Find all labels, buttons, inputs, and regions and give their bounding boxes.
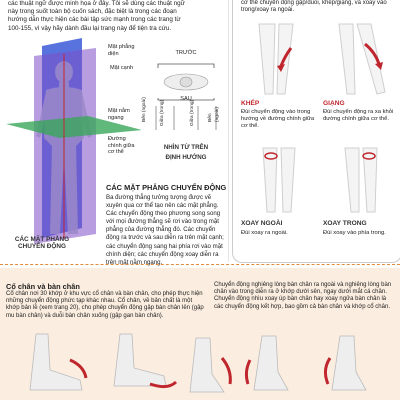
xoay-ngoai-title: XOAY NGOÀI: [241, 220, 283, 227]
giang-text: Đùi chuyển động ra xa khỏi đường chính giữa cơ thể.: [323, 109, 394, 122]
giang-title: GIẠNG: [323, 100, 345, 107]
ankle-foot-left-text: Cổ chân nơi 30 khớp ở khu vực cổ chân và bàn chân, cho phép thực hiện những chuyển động phức tạp khác nhau. Cổ chân, về bản chất là một khớp bản lề (xem trang 20), cho phép chuyển động gập bàn chân lên (gập mu bàn chân) và duỗi bàn chân xuống (gập gan bàn chân).: [6, 291, 204, 319]
hip-adduction-abduction-illustration: [245, 18, 395, 98]
intro-line: 100-155, vì vậy hãy dành đầu lại trang này để tiện tra cứu.: [8, 24, 172, 32]
ankle-foot-right-text: Chuyển động nghiêng lòng bàn chân ra ngoài và nghiêng lòng bàn chân vào trong diễn ra ở khớp dưới sên, ngay dưới mắt cá chân. Chuyển động nhìu xoay úp bàn chân hay xoay ngửa bàn chân là các chuyển động kết hợp, bao gồm cả bàn chân và khớp cổ chân.: [214, 282, 392, 310]
intro-text: [8, 0, 220, 33]
ankle-foot-section: [0, 268, 400, 400]
label-transverse-plane: Mặt nằm ngang: [108, 108, 130, 121]
orientation-right-inner: Giữa (trong): [190, 99, 195, 126]
hip-panel-intro: cơ thể chuyển động gập/duỗi, khép/giạng, và xoay vào trong/xoay ra ngoài.: [241, 0, 387, 14]
label-frontal-plane: Mặt phẳng diện: [108, 44, 135, 57]
foot-movements-illustration: [0, 330, 400, 400]
orientation-front: TRƯỚC: [175, 50, 197, 56]
planes-section-text: Ba đường thẳng tưởng tượng được vẽ xuyên qua cơ thể tạo nên các mặt phẳng. Các chuyển động theo phương song song với mọi đường thẳng sẽ rơi vào trong mặt phẳng của đường thẳng đó. Các chuyển động ra trước và sau diễn ra trên mặt cạnh; các chuyển động sang hai phía rơi vào mặt chính diện; các chuyển động xoay diễn ra trên mặt nằm ngang.: [106, 194, 224, 266]
planes-section-title: CÁC MẶT PHẲNG CHUYỂN ĐỘNG: [106, 183, 227, 192]
hip-movements-panel: [232, 0, 400, 263]
orientation-diagram: [142, 50, 222, 168]
planes-caption: CÁC MẶT PHẲNG CHUYỂN ĐỘNG: [14, 236, 70, 251]
xoay-trong-title: XOAY TRONG: [323, 220, 367, 227]
orientation-caption-top-view: NHÌN TỪ TRÊN: [163, 144, 209, 151]
orientation-left-outer: Bên (ngoài): [142, 97, 147, 122]
xoay-ngoai-text: Đùi xoay ra ngoài.: [241, 230, 288, 236]
orientation-left-inner: Giữa (trong): [160, 99, 165, 126]
orientation-back: SAU: [180, 96, 192, 102]
orientation-caption: ĐỊNH HƯỚNG: [165, 154, 207, 161]
intro-line: các thuật ngữ được minh họa ở đây. Tôi sẽ dùng các thuật ngữ: [8, 0, 185, 7]
khep-text: Đùi chuyển động vào trong hướng về đường chính giữa cơ thể.: [241, 109, 315, 129]
intro-line: này trong suốt toàn bộ cuốn sách, đặc biệt là trong các đoạn: [8, 8, 177, 16]
label-sagittal-plane: Mặt cạnh: [110, 65, 134, 71]
xoay-trong-text: Đùi xoay vào phía trong.: [323, 230, 386, 236]
column-divider: [228, 0, 229, 262]
section-divider: [0, 264, 400, 265]
hip-rotation-illustration: [245, 140, 395, 216]
intro-line: hướng dẫn thực hiện các bài tập sức mạnh trong các trang từ: [8, 16, 181, 24]
orientation-right-outer: Bên (ngoài): [208, 107, 220, 122]
ankle-foot-title: Cổ chân và bàn chân: [6, 282, 80, 291]
label-midline: Đường chính giữa cơ thể: [108, 136, 135, 156]
khep-title: KHÉP: [241, 100, 260, 107]
